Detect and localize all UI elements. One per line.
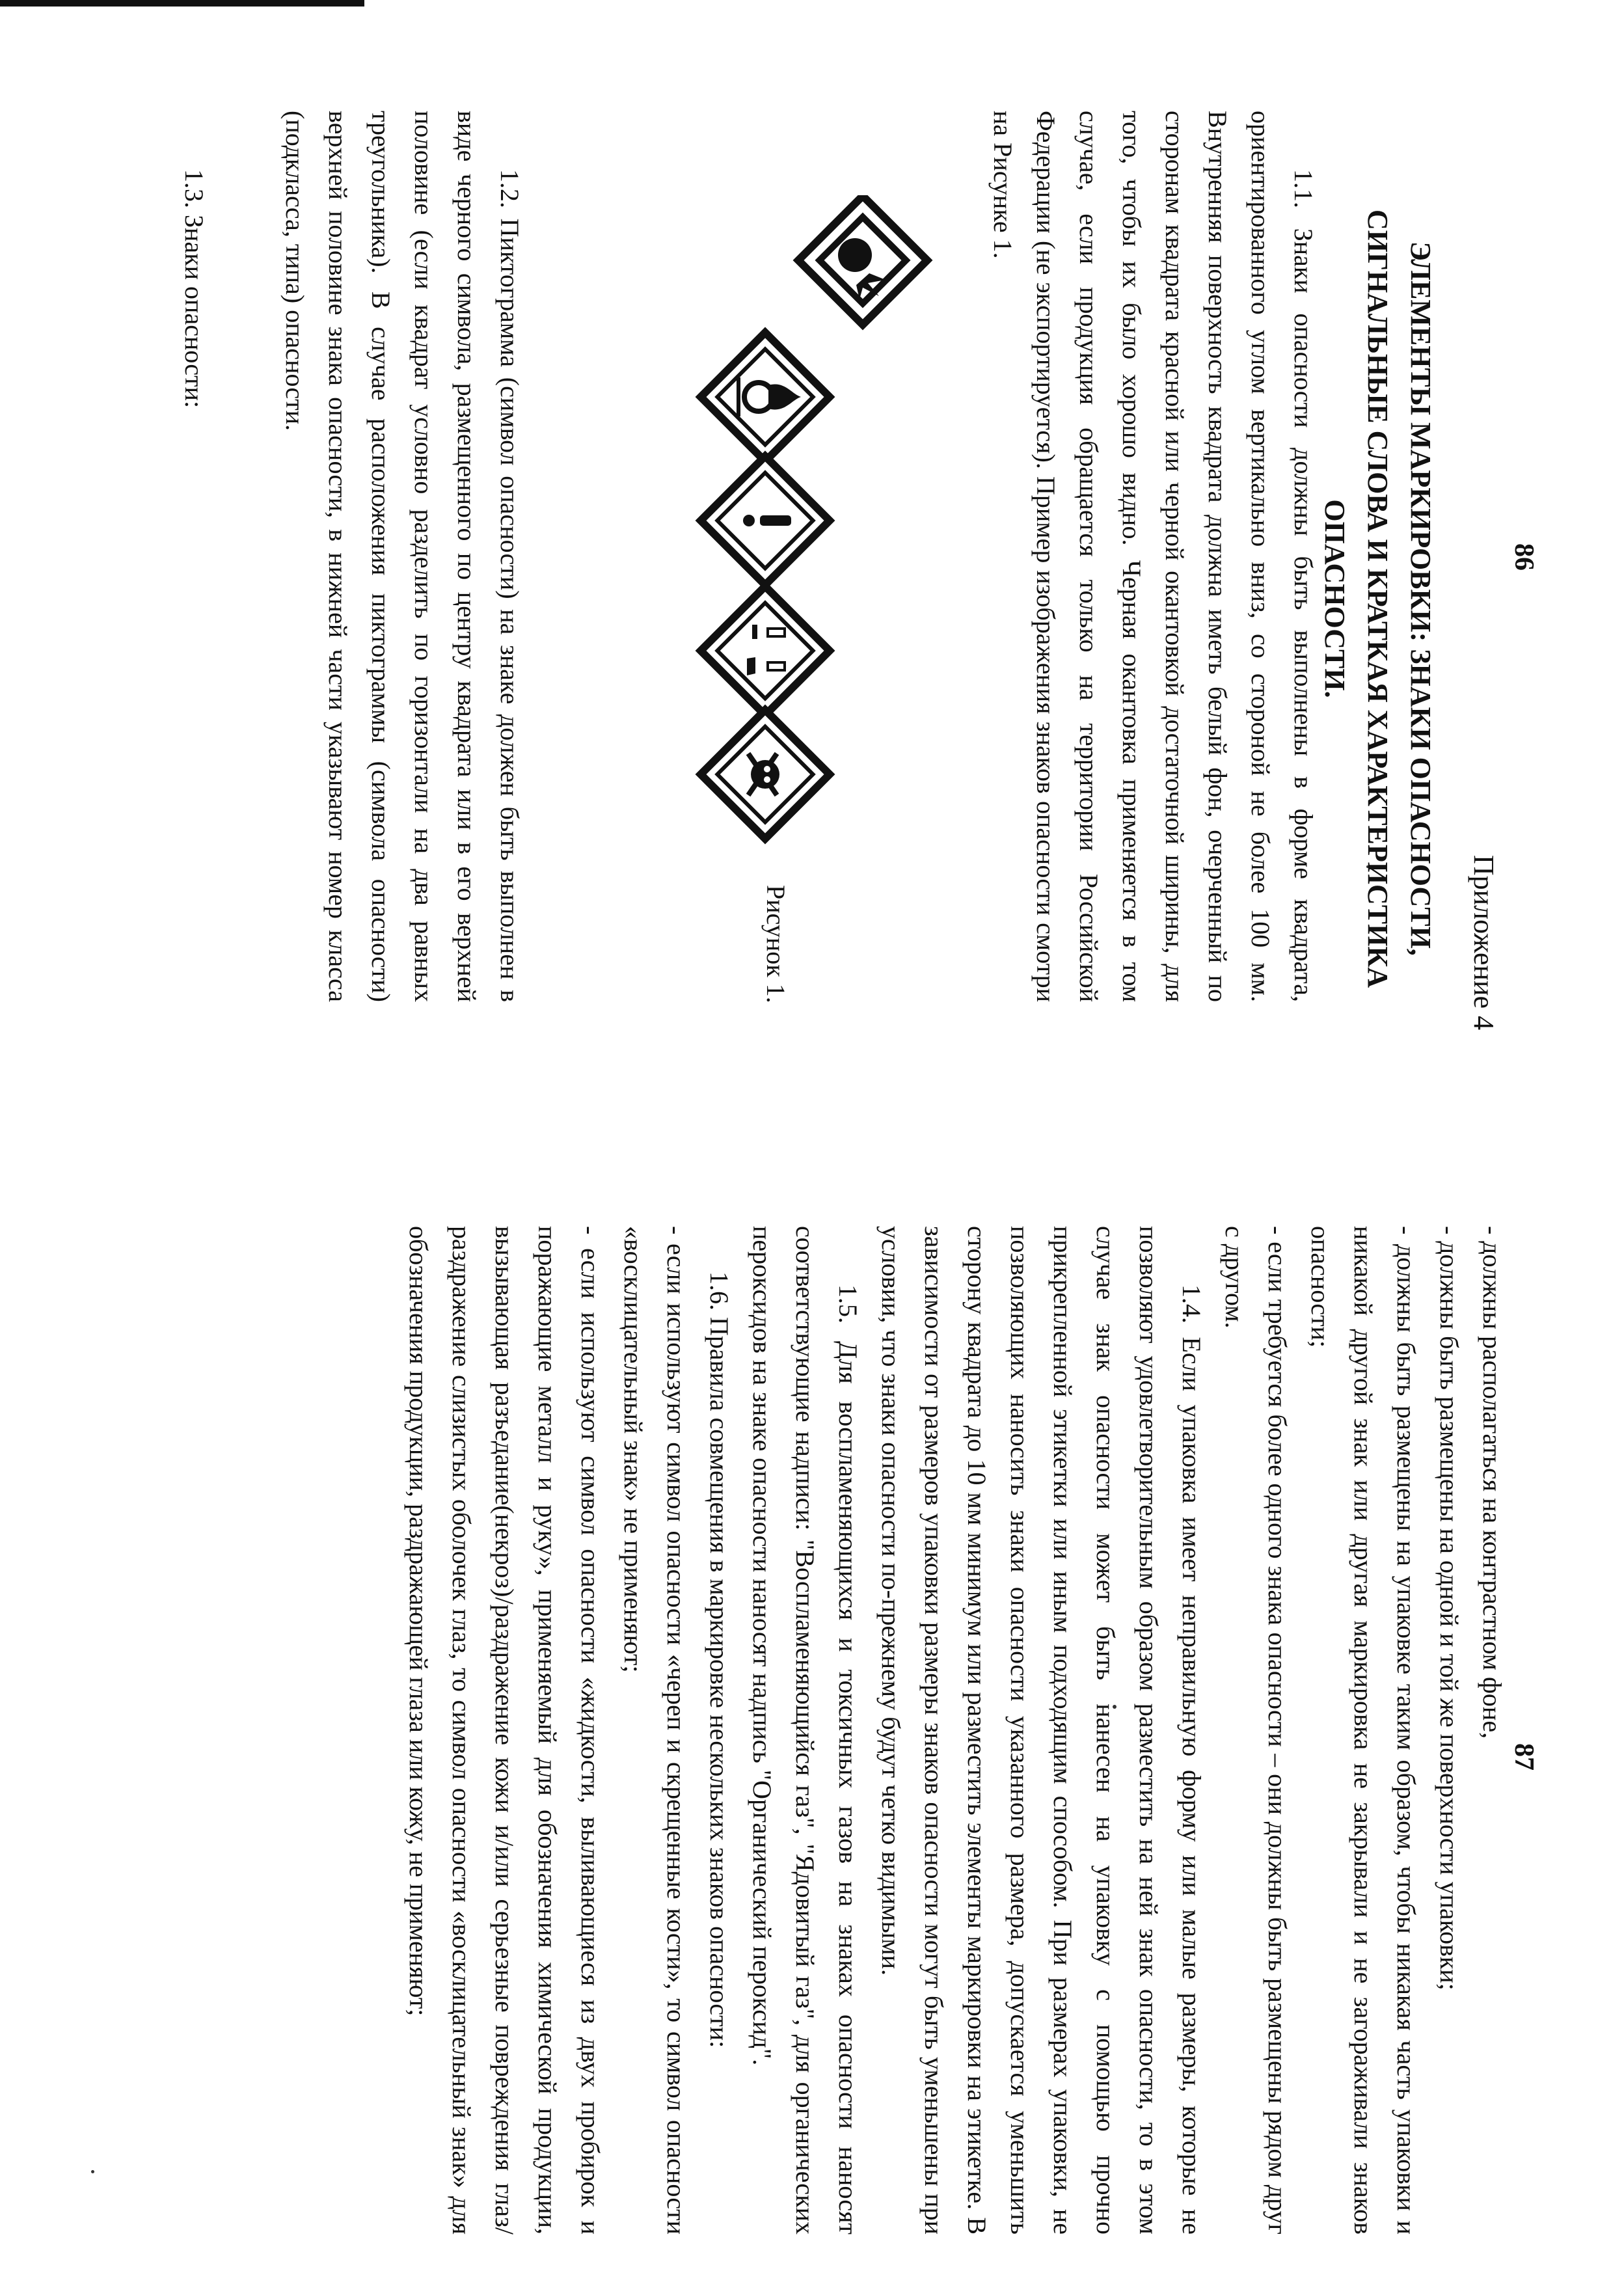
paragraph-1-1: 1.1. Знаки опасности должны быть выполнены в форме квадрата, ориентированного углом вертикально вниз, со стороной не более 100 мм. Внутренняя поверхность квадрата должна иметь белый фон, очерченный по сторонам квадрата красной или черной окантовкой достаточной ширины, для того, чтобы их было хорошо видно. Черная окантовка применяется в том случае, если продукция обращается только на территории Российской Федерации (не экспортируется). Пример изображения знаков опасности смотри на Рисунке 1. [988, 111, 1318, 1002]
paragraph-1-3: 1.3. Знаки опасности: [180, 169, 209, 409]
page-number: 87 [1509, 1743, 1539, 1771]
title-line-3: ОПАСНОСТИ. [1319, 499, 1351, 698]
page-number: 86 [1509, 543, 1539, 571]
paragraph-1-4: 1.4. Если упаковка имеет неправильную форму или малые размеры, которые не позволяют удовлетворительным образом разместить на ней знак опасности, то в этом случае знак опасности может быть нанесен на упаковку с помощью прочно прикрепленной этикетки или иным подходящим способом. При размерах упаковки, не позволяющих наносить знаки опасности указанного размера, допускается уменьшить сторону квадрата до 10 мм минимум или разместить элементы маркировки на этикетке. В зависимости от размеров упаковки размеры знаков опасности могут быть уменьшены при условии, что знаки опасности по-прежнему будут четко видимыми. [876, 1226, 1206, 2234]
bullet-same-surface: - должны быть размещены на одной и той же поверхности упаковки; [1435, 1226, 1464, 1990]
exploding-bomb-icon [798, 196, 927, 325]
flame-over-circle-icon [701, 333, 830, 461]
title-line-1: ЭЛЕМЕНТЫ МАРКИРОВКИ: ЗНАКИ ОПАСНОСТИ, [1405, 241, 1437, 956]
paragraph-1-2: 1.2. Пиктограмма (символ опасности) на знаке должен быть выполнен в виде черного символа, размещенного по центру квадрата или в его верхней половине (если квадрат условно разделить по горизонтали на два равных треугольника). В случае расположения пиктограммы (символа опасности) верхней половине знака опасности, в нижней части указывают номер класса (подкласса, типа) опасности. [280, 111, 524, 1002]
paragraph-1-5: 1.5. Для воспламеняющихся и токсичных газов на знаках опасности наносят соответствующие надписи: "Воспламеняющийся газ", "Ядовитый газ", для органических пероксидов на знаке опасности наносят надпись "Органический пероксид". [748, 1226, 863, 2234]
document-title [1313, 208, 1442, 989]
figure-caption: Рисунок 1. [761, 885, 791, 1003]
corrosion-icon [701, 586, 830, 715]
bullet-contrast-background: - должны располагаться на контрастном фоне, [1478, 1226, 1507, 1739]
title-line-2: СИГНАЛЬНЫЕ СЛОВА И КРАТКАЯ ХАРАКТЕРИСТИКА [1362, 209, 1394, 988]
skull-crossbones-icon [701, 710, 830, 839]
rule-skull-exclamation: - если используют символ опасности «череп и скрещенные кости», то символ опасности «восклицательный знак» не применяют; [619, 1226, 691, 2234]
right-page-text [397, 1226, 1513, 2234]
exclamation-mark-icon [701, 456, 830, 585]
bullet-not-covered: - должны быть размещены на упаковке таким образом, чтобы никакая часть упаковки и никакой другой знак или другая маркировка не закрывали и не загораживали знаков опасности; [1306, 1226, 1421, 2234]
paragraph-1-6: 1.6. Правила совмещения в маркировке нескольких знаков опасности: [705, 1271, 734, 2048]
bullet-adjacent: - если требуется более одного знака опасности – они должны быть размещены рядом друг с другом. [1220, 1226, 1292, 2234]
appendix-label: Приложение 4 [1468, 854, 1500, 1030]
hazard-pictograms-figure [687, 195, 960, 846]
rule-corrosion-exclamation: - если используют символ опасности «жидкости, выливающиеся из двух пробирок и поражающие металл и руку», применяемый для обозначения химической продукции, вызывающая разъедание(некроз)/раздражение кожи и/или серьезные повреждения глаз/раздражение слизистых оболочек глаз, то символ опасности «восклицательный знак» для обозначения продукции, раздражающей глаза или кожу, не применяют; [404, 1226, 605, 2234]
page-87 [0, 1141, 1624, 2282]
